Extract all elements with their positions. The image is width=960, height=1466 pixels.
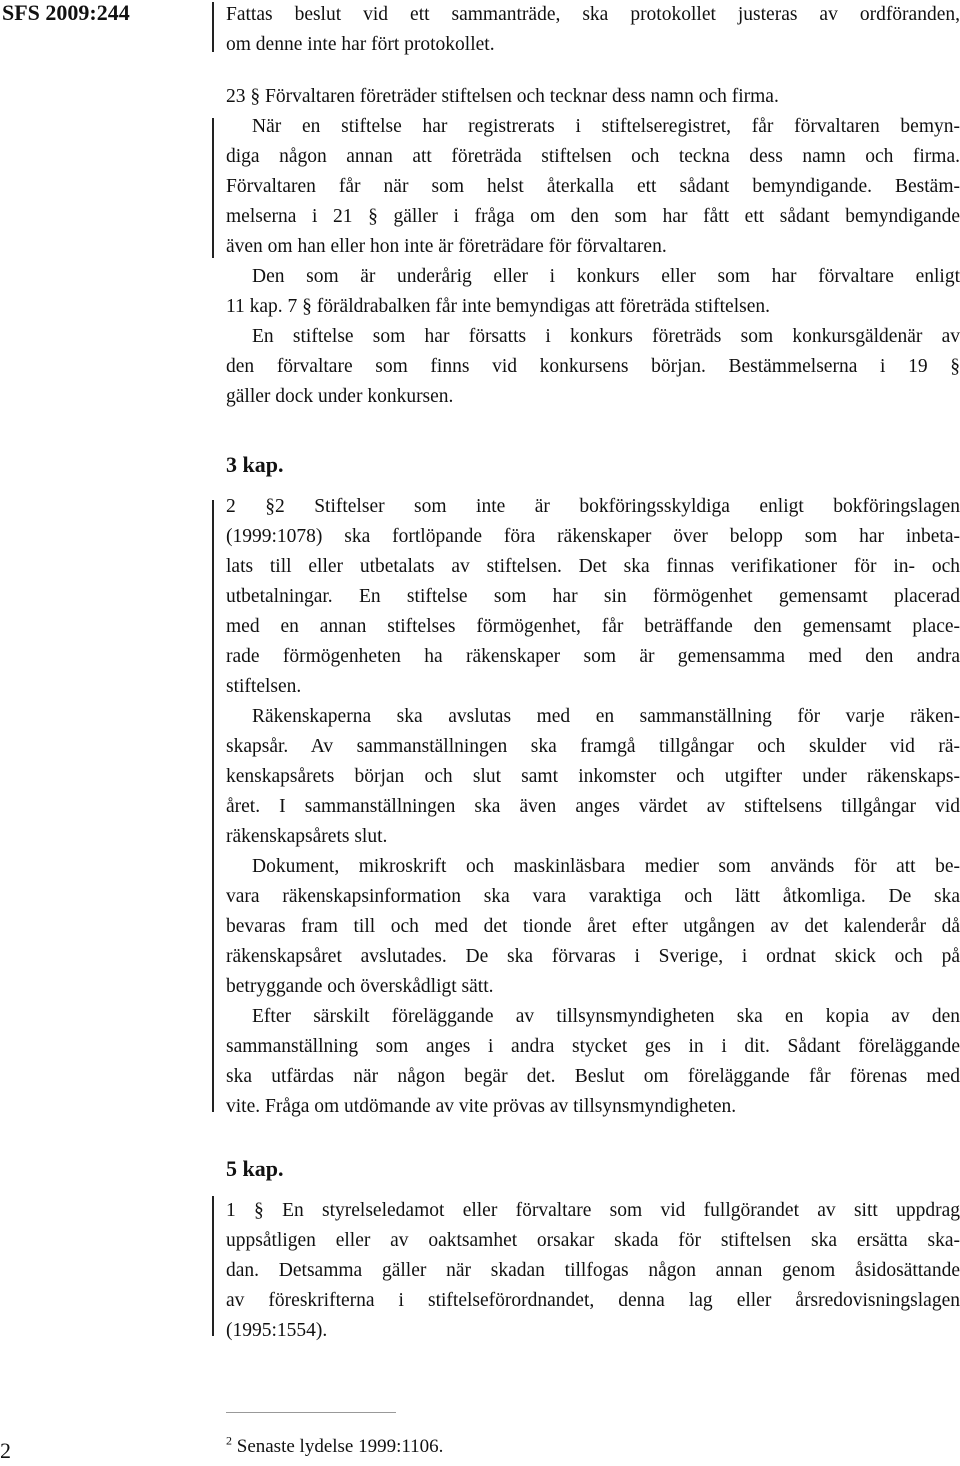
change-bar — [212, 118, 214, 258]
text-line: 1 § En styrelseledamot eller förvaltare som vid fullgörandet av sitt uppdrag — [226, 1200, 960, 1221]
text-line: vite. Fråga om utdömande av vite prövas av tillsynsmyndigheten. — [226, 1096, 737, 1117]
text-line: lats till eller utbetalats av stiftelsen. Det ska finnas verifikationer för in- och — [226, 556, 960, 577]
text-line: den förvaltare som finns vid konkursens början. Bestämmelserna i 19 § — [226, 356, 960, 377]
footnote — [226, 1433, 444, 1458]
text-line: sammanställning som anges i andra stycket ges in i dit. Sådant föreläggande — [226, 1036, 960, 1057]
text-line: bevaras fram till och med det tionde året efter utgången av det kalenderår då — [226, 916, 960, 937]
text-line: rade förmögenheten ha räkenskaper som är gemensamma med den andra — [226, 646, 960, 667]
text-line: om denne inte har fört protokollet. — [226, 34, 495, 55]
footnote-mark: 2 — [226, 1433, 232, 1448]
text-line: Efter särskilt föreläggande av tillsynsmyndigheten ska en kopia av den — [252, 1006, 960, 1027]
text-line: stiftelsen. — [226, 676, 302, 697]
text-line: räkenskapsårets slut. — [226, 826, 388, 847]
text-line: utbetalningar. En stiftelse som har sin förmögenhet gemensamt placerad — [226, 586, 960, 607]
footnote-text: Senaste lydelse 1999:1106. — [236, 1436, 444, 1457]
change-bar — [212, 500, 214, 1112]
section-23 — [226, 82, 960, 412]
text-line: även om han eller hon inte är företrädare för förvaltaren. — [226, 236, 667, 257]
change-bar — [212, 1196, 214, 1336]
text-line: vara räkenskapsinformation ska vara varaktiga och lätt åtkomliga. De ska — [226, 886, 960, 907]
text-line: skapsår. Av sammanställningen ska framgå tillgångar och skulder vid rä- — [226, 736, 960, 757]
text-line: (1999:1078) ska fortlöpande föra räkenskaper över belopp som har inbeta- — [226, 526, 960, 547]
section-5-1 — [226, 1196, 960, 1346]
text-line: gäller dock under konkursen. — [226, 386, 454, 407]
text-line: uppsåtligen eller av oaktsamhet orsakar skada för stiftelsen ska ersätta ska- — [226, 1230, 960, 1251]
text-line: ska utfärdas när någon begär det. Beslut om föreläggande får förenas med — [226, 1066, 960, 1087]
text-line: betryggande och överskådligt sätt. — [226, 976, 494, 997]
text-line: kenskapsårets början och slut samt inkomster och utgifter under räkenskaps- — [226, 766, 960, 787]
text-line: När en stiftelse har registrerats i stiftelseregistret, får förvaltaren bemyn- — [252, 116, 960, 137]
text-line: Den som är underårig eller i konkurs eller som har förvaltare enligt — [252, 266, 960, 287]
text-line: med en annan stiftelses förmögenhet, får beträffande den gemensamt place- — [226, 616, 960, 637]
text-line: året. I sammanställningen ska även anges värdet av stiftelsens tillgångar vid — [226, 796, 960, 817]
text-line: 11 kap. 7 § föräldrabalken får inte bemyndigas att företräda stiftelsen. — [226, 296, 770, 317]
sfs-number: SFS 2009:244 — [2, 0, 130, 25]
text-line: av föreskrifterna i stiftelseförordnandet, denna lag eller årsredovisningslagen — [226, 1290, 960, 1311]
text-line: diga någon annan att företräda stiftelsen och teckna dess namn och firma. — [226, 146, 960, 167]
text-line: (1995:1554). — [226, 1320, 328, 1341]
text-line: 23 § Förvaltaren företräder stiftelsen och tecknar dess namn och firma. — [226, 86, 779, 107]
text-line: Räkenskaperna ska avslutas med en sammanställning för varje räken- — [252, 706, 960, 727]
text-line: En stiftelse som har försatts i konkurs företräds som konkursgäldenär av — [252, 326, 960, 347]
text-line: melserna i 21 § gäller i fråga om den som har fått ett sådant bemyndigande — [226, 206, 960, 227]
text-line: dan. Detsamma gäller när skadan tillfogas någon annan genom åsidosättande — [226, 1260, 960, 1281]
page-number: 2 — [0, 1438, 11, 1463]
text-line: Förvaltaren får när som helst återkalla ett sådant bemyndigande. Bestäm- — [226, 176, 960, 197]
section-3-2 — [226, 492, 960, 1122]
chapter-heading-3: 3 kap. — [226, 452, 284, 477]
change-bar — [212, 2, 214, 52]
chapter-heading-5: 5 kap. — [226, 1156, 284, 1181]
paragraph-top — [226, 0, 960, 60]
footnote-divider — [226, 1412, 396, 1413]
text-line: Dokument, mikroskrift och maskinläsbara medier som används för att be- — [252, 856, 960, 877]
text-line: 2 §2 Stiftelser som inte är bokföringsskyldiga enligt bokföringslagen — [226, 496, 960, 517]
text-line: Fattas beslut vid ett sammanträde, ska protokollet justeras av ordföranden, — [226, 4, 960, 25]
text-line: räkenskapsåret avslutades. De ska förvaras i Sverige, i ordnat skick och på — [226, 946, 960, 967]
